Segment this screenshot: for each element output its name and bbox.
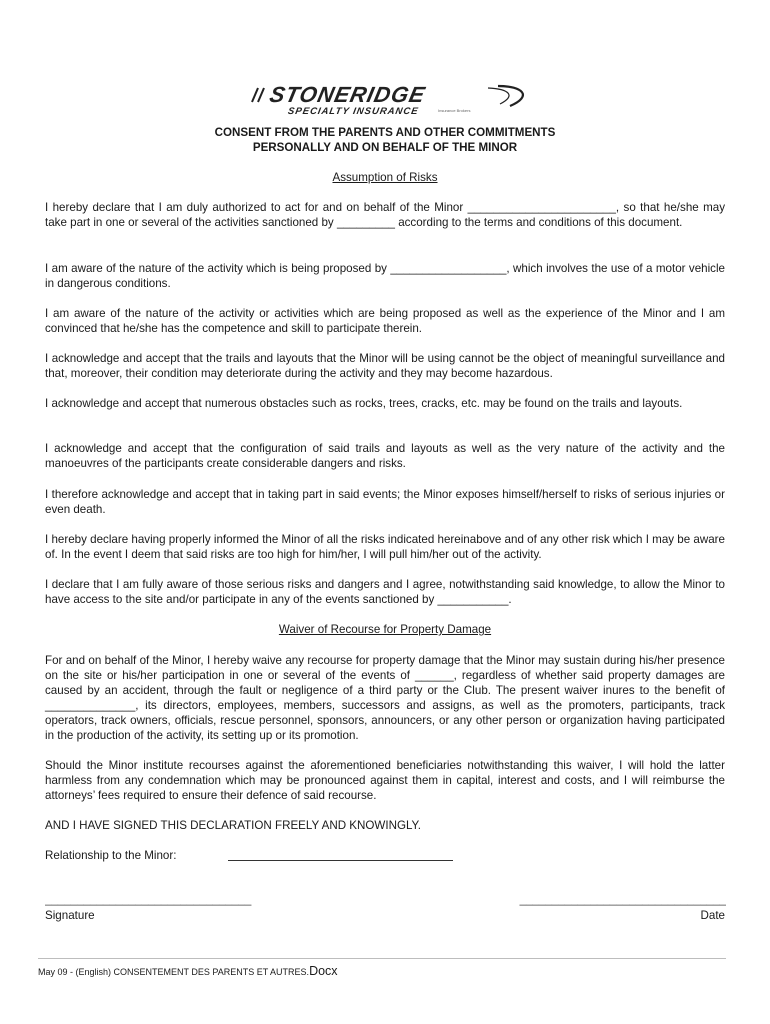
declaration-statement: AND I HAVE SIGNED THIS DECLARATION FREELY AND KNOWINGLY. [45, 819, 422, 832]
paragraph: I hereby declare that I am duly authorized to act for and on behalf of the Minor _______________________, so that he/she may take part in one or several of the activities sanctioned by _________ according to the terms and conditions of this document. [45, 201, 725, 229]
paragraph: Should the Minor institute recourses against the aforementioned beneficiaries notwithstanding this waiver, I will hold the latter harmless from any condemnation which may be pronounced against them in capital, interest and costs, and I will reimburse the attorneys’ fees required to ensure their defence of said recourse. [45, 759, 725, 802]
paragraph: I hereby declare having properly informed the Minor of all the risks indicated hereinabove and of any other risk which I may be aware of. In the event I deem that said risks are too high for him/her, I will pull him/her out of the activity. [45, 533, 725, 561]
logo-main-text: STONERIDGE [267, 82, 428, 107]
logo-tiny-text: Insurance Brokers [438, 108, 471, 113]
paragraph: I acknowledge and accept that the configuration of said trails and layouts as well as the very nature of the activity and the manoeuvres of the participants create considerable dangers and risks. [45, 442, 725, 470]
signature-field[interactable]: ________________________________ [45, 894, 252, 906]
paragraph: I acknowledge and accept that the trails and layouts that the Minor will be using cannot be the object of meaningful surveillance and that, moreover, their condition may deteriorate during the activity and they may become hazardous. [45, 352, 725, 380]
footer-divider [38, 958, 726, 959]
signature-label: Signature [45, 909, 95, 922]
paragraph: I am aware of the nature of the activity or activities which are being proposed as well as the experience of the Minor and I am convinced that he/she has the competence and skill to participate therein. [45, 307, 725, 335]
paragraph: I declare that I am fully aware of those serious risks and dangers and I agree, notwithstanding said knowledge, to allow the Minor to have access to the site and/or participate in any of the events sanctioned by ___________. [45, 578, 725, 606]
footer [38, 965, 338, 978]
paragraph: I therefore acknowledge and accept that in taking part in said events; the Minor exposes himself/herself to risks of serious injuries or even death. [45, 488, 725, 516]
document-title-line-1: CONSENT FROM THE PARENTS AND OTHER COMMITMENTS [214, 126, 556, 139]
date-field[interactable]: ________________________________ [519, 894, 726, 906]
footer-text: May 09 - (English) CONSENTEMENT DES PARENTS ET AUTRES. [38, 967, 310, 977]
document-title-line-2: PERSONALLY AND ON BEHALF OF THE MINOR [252, 141, 518, 154]
paragraph: For and on behalf of the Minor, I hereby waive any recourse for property damage that the Minor may sustain during his/her presence on the site or his/her participation in one or several of the events of ______, regardless of whether said property damages are caused by an accident, through the fault or negligence of a third party or the Club. The present waiver inures to the benefit of ______________, its directors, employees, members, successors and assigns, as well as the promoters, participants, track operators, track owners, officials, rescue personnel, sponsors, announcers, or any other person or organization having participated in the production of the activity, its setting up or its promotion. [45, 654, 725, 742]
paragraph: I am aware of the nature of the activity which is being proposed by __________________, which involves the use of a motor vehicle in dangerous conditions. [45, 262, 725, 290]
logo-sub-text: SPECIALTY INSURANCE [287, 106, 420, 117]
footer-extension: Docx [309, 964, 338, 978]
paragraph: I acknowledge and accept that numerous obstacles such as rocks, trees, cracks, etc. may be found on the trails and layouts. [45, 397, 683, 410]
date-label: Date [700, 909, 725, 922]
stoneridge-logo [248, 84, 530, 122]
relationship-field[interactable] [228, 860, 453, 861]
relationship-label: Relationship to the Minor: [45, 849, 177, 862]
section-heading-assumption: Assumption of Risks [332, 171, 438, 184]
section-heading-waiver: Waiver of Recourse for Property Damage [278, 623, 492, 636]
